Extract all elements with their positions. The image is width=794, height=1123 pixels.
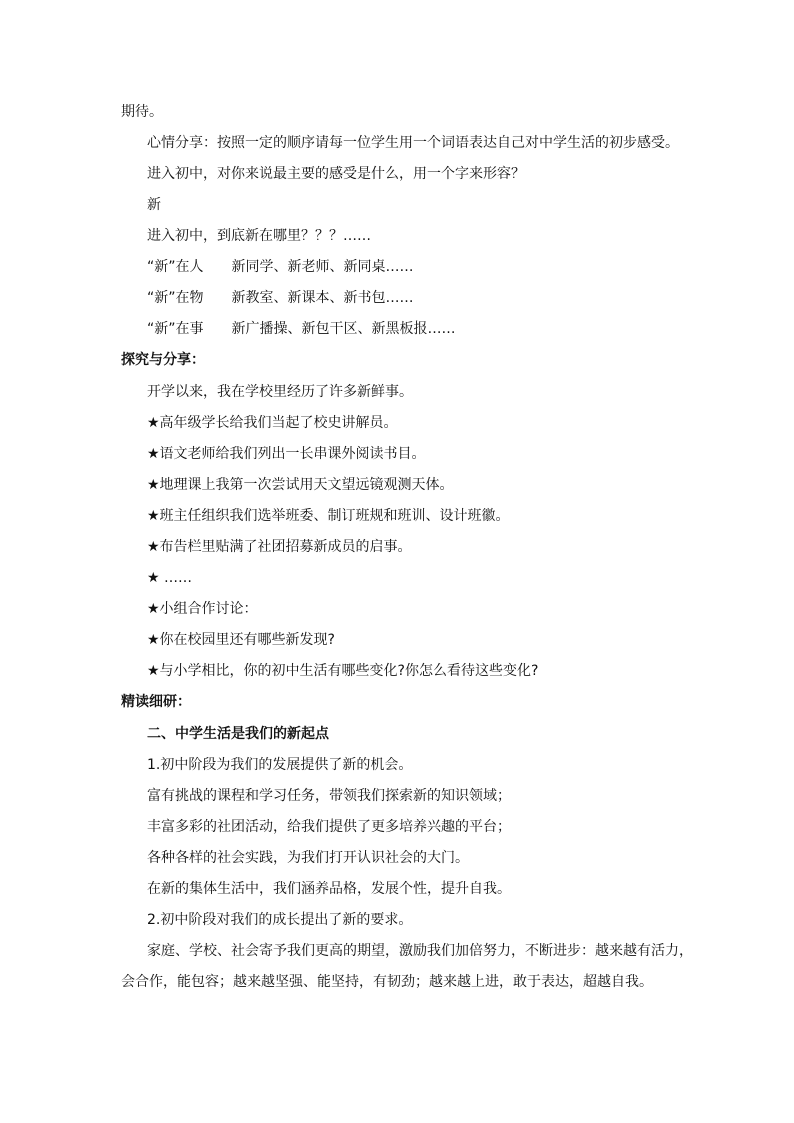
- text-line: “新”在物 新教室、新课本、新书包……: [147, 290, 414, 306]
- text-line: 在新的集体生活中，我们涵养品格，发展个性，提升自我。: [147, 881, 511, 897]
- text-line: 进入初中，对你来说最主要的感受是什么，用一个字来形容？: [147, 166, 525, 182]
- text-line: 进入初中，到底新在哪里？？？……: [147, 228, 371, 244]
- list-item: ★ ……: [147, 570, 193, 586]
- text-line: 2.初中阶段对我们的成长提出了新的要求。: [147, 912, 413, 928]
- text-line: 心情分享：按照一定的顺序请每一位学生用一个词语表达自己对中学生活的初步感受。: [147, 135, 679, 151]
- list-item: ★语文老师给我们列出一长串课外阅读书目。: [147, 446, 426, 462]
- text-line: 家庭、学校、社会寄予我们更高的期望，激励我们加倍努力，不断进步：越来越有活力，: [147, 943, 693, 959]
- list-item: ★你在校园里还有哪些新发现?: [147, 632, 335, 648]
- text-line: “新”在人 新同学、新老师、新同桌……: [147, 259, 414, 275]
- text-line: 富有挑战的课程和学习任务，带领我们探索新的知识领域；: [147, 788, 511, 804]
- text-line: 期待。: [121, 104, 163, 120]
- list-item: ★小组合作讨论：: [147, 601, 258, 617]
- section-heading: 精读细研：: [121, 694, 191, 710]
- list-item: ★地理课上我第一次尝试用天文望远镜观测天体。: [147, 477, 454, 493]
- section-heading: 探究与分享：: [121, 352, 205, 368]
- text-line: 1.初中阶段为我们的发展提供了新的机会。: [147, 757, 413, 773]
- text-line: 各种各样的社会实践，为我们打开认识社会的大门。: [147, 850, 469, 866]
- text-line: 会合作，能包容；越来越坚强、能坚持，有韧劲；越来越上进，敢于表达，超越自我。: [121, 974, 653, 990]
- list-item: ★班主任组织我们选举班委、制订班规和班训、设计班徽。: [147, 508, 510, 524]
- list-item: ★布告栏里贴满了社团招募新成员的启事。: [147, 539, 412, 555]
- text-line: “新”在事 新广播操、新包干区、新黑板报……: [147, 321, 456, 337]
- text-line: 开学以来，我在学校里经历了许多新鲜事。: [147, 384, 413, 400]
- list-item: ★高年级学长给我们当起了校史讲解员。: [147, 415, 398, 431]
- subsection-heading: 二、中学生活是我们的新起点: [147, 726, 329, 742]
- text-line: 丰富多彩的社团活动，给我们提供了更多培养兴趣的平台；: [147, 819, 511, 835]
- list-item: ★与小学相比，你的初中生活有哪些变化?你怎么看待这些变化?: [147, 663, 539, 679]
- text-line: 新: [147, 197, 161, 213]
